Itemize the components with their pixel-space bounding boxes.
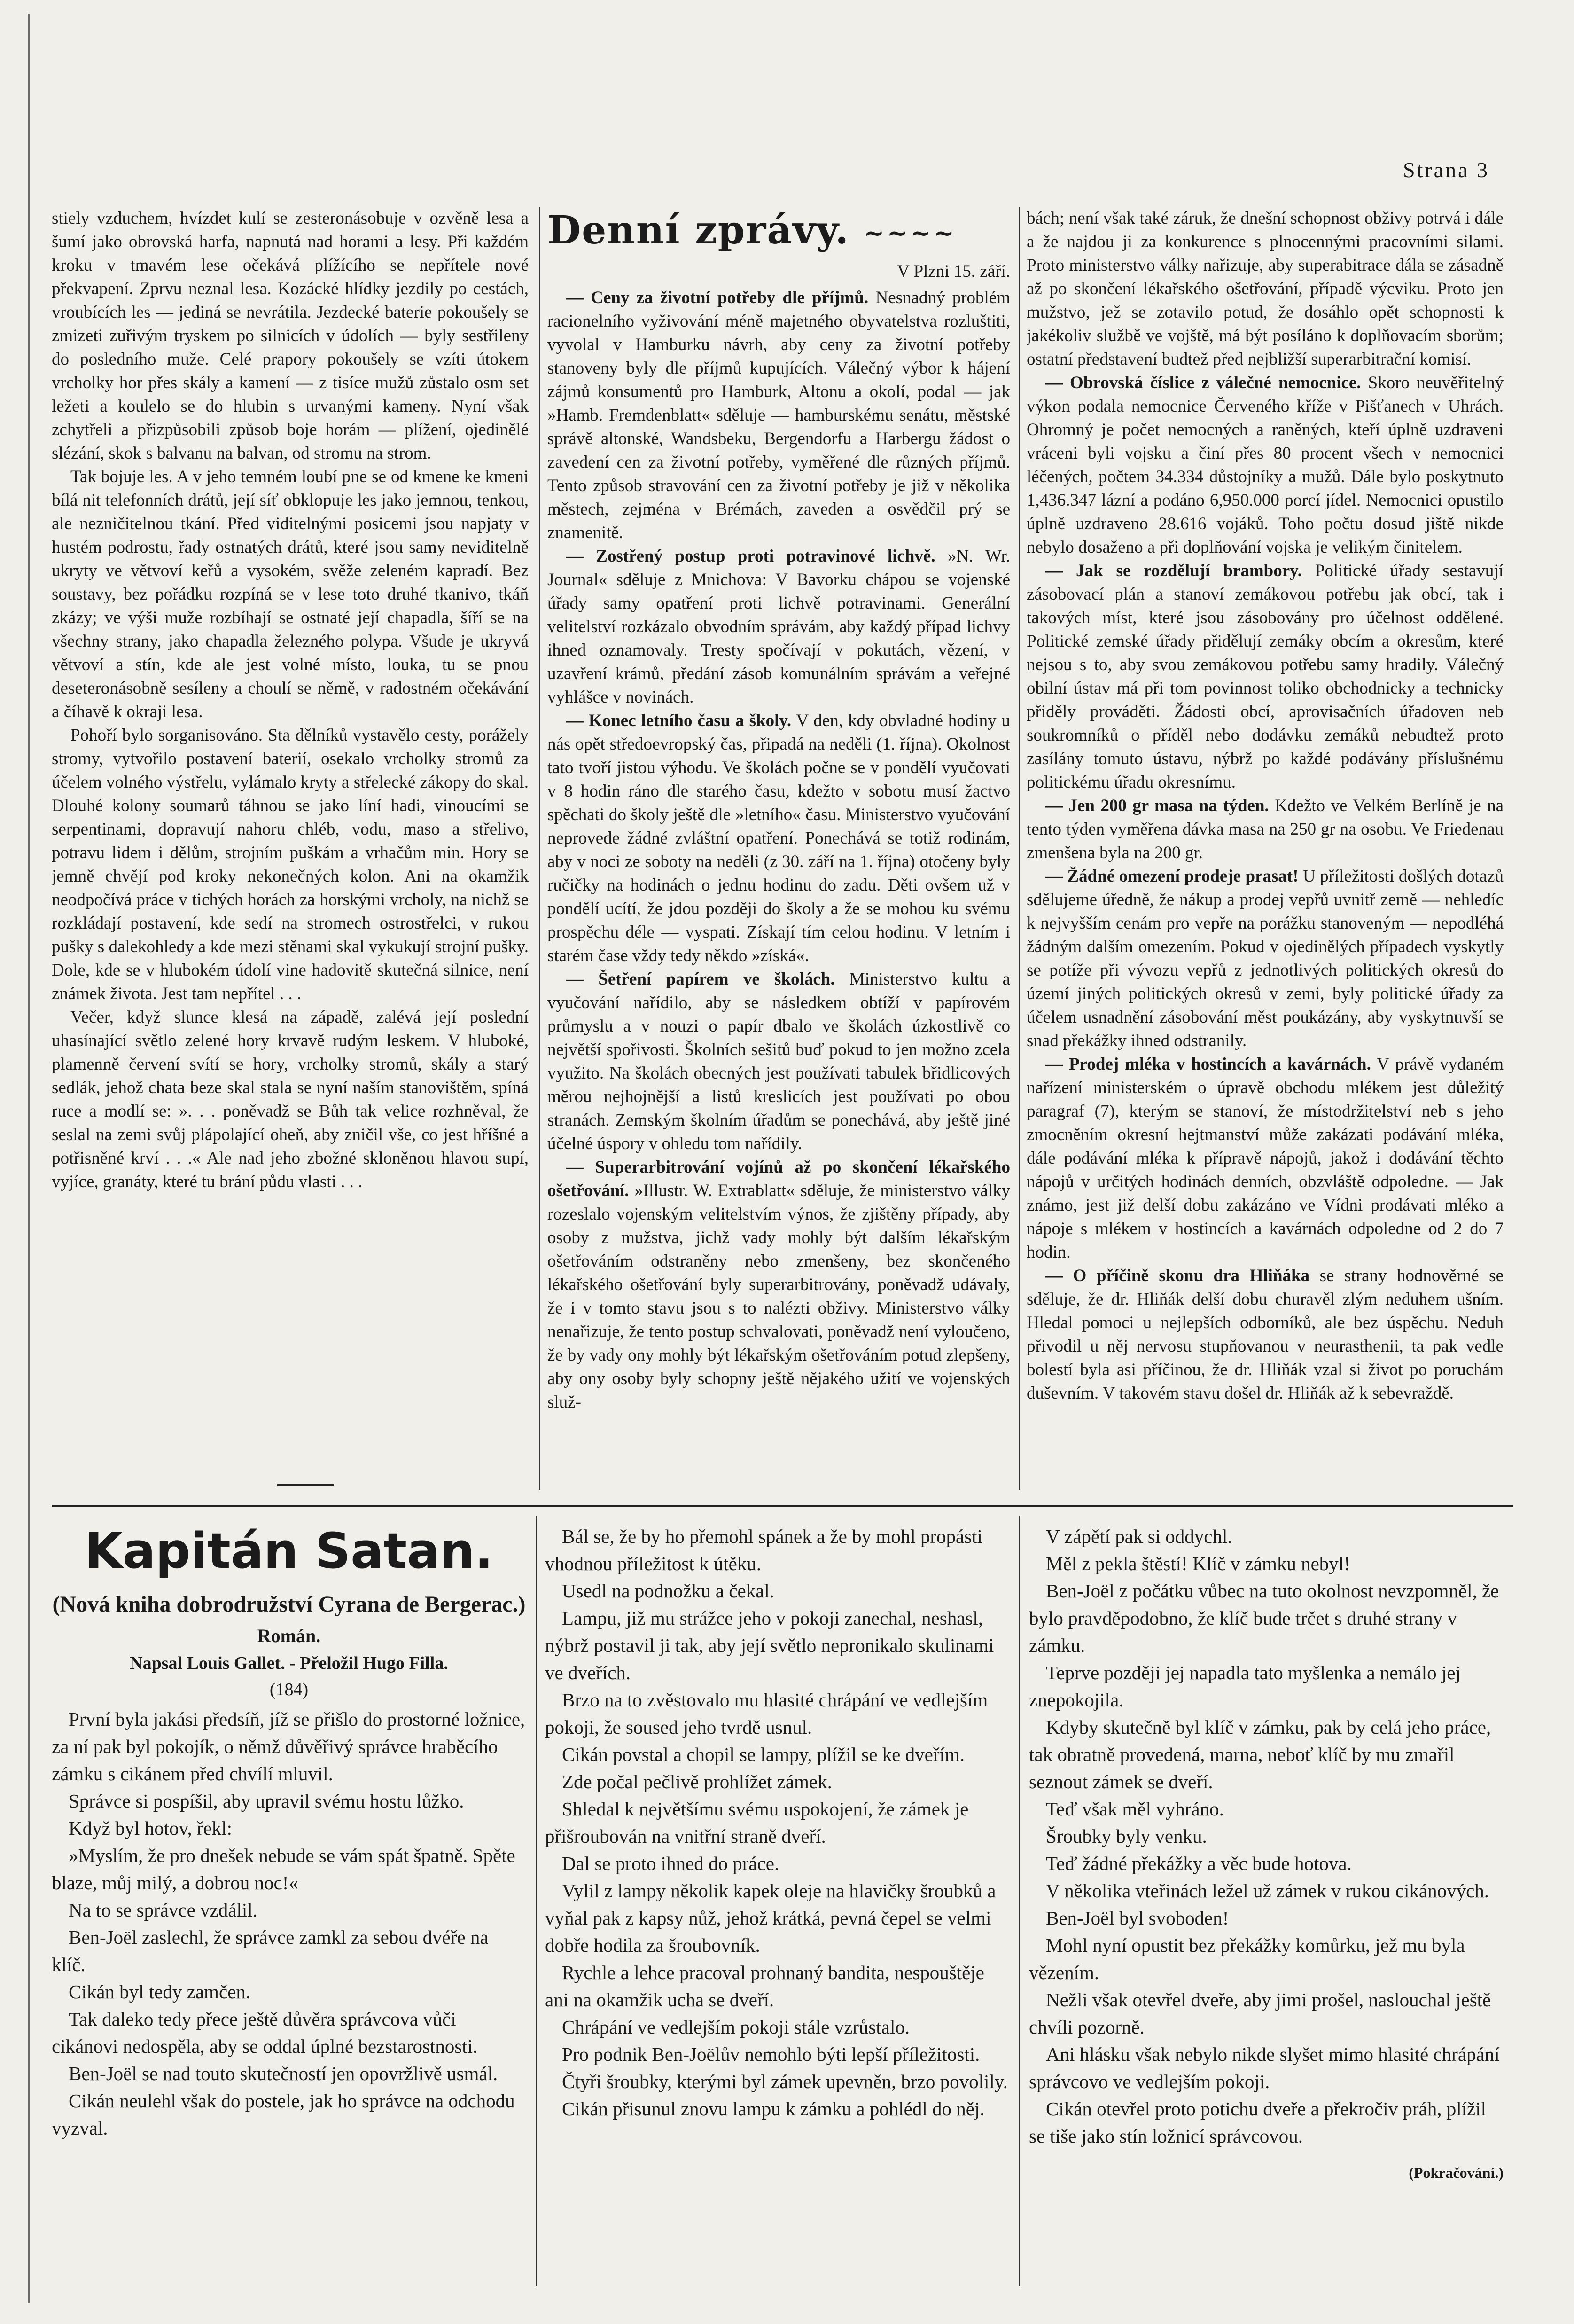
news-headline: — O příčině skonu dra Hliňáka xyxy=(1045,1266,1310,1285)
denni-zpravy-title: Denní zprávy. ~~~~ xyxy=(547,208,957,253)
paragraph: Čtyři šroubky, kterými byl zámek upevněn, brzo povolily. xyxy=(562,2071,1008,2092)
column-divider xyxy=(1019,1516,1020,2286)
paragraph: Měl z pekla štěstí! Klíč v zámku nebyl! xyxy=(1046,1553,1350,1574)
news-body: V den, kdy obvladné hodiny u nás opět středoevropský čas, připadá na neděli (1. října). Okolnost tato tvoří jistou výhodu. Ve školách počne se v pondělí vyučovati v 8 hodin ráno dle starého času, kdežto v sobotu musí žactvo spěchati do školy ještě dle »letního« času. Ministerstvo vyučování neprovede žádné zvláštní opatření. Ponechává se totiž rodinám, aby v noci ze soboty na neděli (z 30. září na 1. října) otočeny byly ručičky na hodinách o jednu hodinu do zadu. Děti ovšem už v pondělí ucítí, že jdou později do školy a že se mohou ku svému prospěchu déle — vyspati. Získají tím celou hodinu. V letním i starém čase vždy tedy někdo »získá«. xyxy=(547,711,1010,965)
paragraph: Tak daleko tedy přece ještě důvěra správcova vůči cikánovi nedospěla, aby se oddal úplné bezstarostnosti. xyxy=(52,2008,478,2057)
paragraph: Lampu, již mu strážce jeho v pokoji zanechal, neshasl, nýbrž postavil ji tak, aby její světlo nepronikalo skulinami ve dveřích. xyxy=(545,1607,994,1683)
news-headline: — Jen 200 gr masa na týden. xyxy=(1045,796,1269,815)
paragraph: Cikán povstal a chopil se lampy, plížil se ke dveřím. xyxy=(562,1744,965,1765)
column-divider xyxy=(539,207,540,1490)
paragraph: Rychle a lehce pracoval prohnaný bandita, nespouštěje ani na okamžik ucha se dveří. xyxy=(545,1962,984,2011)
news-body: U příležitosti došlých dotazů sdělujeme úředně, že nákup a prodej vepřů uvnitř země — nehledíc k nejvyšším cenám pro vepře na porážku stanoveným — nepodléhá žádným dalším omezením. Pokud v ojedinělých případech vyskytly se potíže při vývozu vepřů z jednotlivých politických okresů do území jiných politických okresů v zemi, byly politické úřady za účelem usnadnění zásobování měst poukázány, aby vyskytnuvší se snad překážky ihned odstranily. xyxy=(1027,867,1504,1050)
news-headline: — Jak se rozdělují brambory. xyxy=(1045,561,1302,580)
paragraph: Cikán přisunul znovu lampu k zámku a pohlédl do něj. xyxy=(562,2098,985,2120)
paragraph: Kdyby skutečně byl klíč v zámku, pak by celá jeho práce, tak obratně provedená, marna, neboť klíč by mu zmařil seznout zámek se dveří. xyxy=(1029,1716,1491,1792)
news-body: Ministerstvo kultu a vyučování nařídilo, aby se následkem obtíží v papírovém průmyslu a v nouzi o papír dbalo ve školách úzkostlivě co největší spořivosti. Školních sešitů buď pokud to jen možno zcela využito. Na školách obecných jest používati tabulek břidlicových měrou nejhojnější a listů kreslicích jest používati po obou stranách. Zemským školním úřadům se ponechává, aby ještě jiné účelné úspory v ohledu tom nařídily. xyxy=(547,969,1010,1153)
news-body: Skoro neuvěřitelný výkon podala nemocnice Červeného kříže v Pišťanech v Uhrách. Ohromný je počet nemocných a raněných, kteří úplně uzdraveni vráceni byli vojsku a činí přes 80 procent všech v nemocnici léčených, počtem 34.334 důstojníky a mužů. Dále bylo poskytnuto 1,436.347 lázní a podáno 6,950.000 porcí jídel. Nemocnici opustilo úplně uzdraveno 28.616 vojáků. Toho počtu dosud jiště nikde nebylo dosaženo a při doplňování vojska je velikým činitelem. xyxy=(1027,373,1504,557)
section-divider xyxy=(52,1505,1513,1507)
paragraph: Ben-Joël byl svoboden! xyxy=(1046,1907,1229,1929)
paragraph: Pro podnik Ben-Joëlův nemohlo býti lepší příležitosti. xyxy=(562,2043,980,2065)
column-divider xyxy=(536,1516,537,2286)
news-headline: — Ceny za životní potřeby dle příjmů. xyxy=(566,288,869,307)
news-item xyxy=(547,1156,1010,1414)
paragraph: »Myslím, že pro dnešek nebude se vám spát špatně. Spěte blaze, můj milý, a dobrou noc!« xyxy=(52,1845,515,1894)
paragraph: Mohl nyní opustit bez překážky komůrku, jež mu byla vězením. xyxy=(1029,1934,1465,1983)
news-headline: — Zostřený postup proti potravinové lichvě. xyxy=(566,546,935,566)
paragraph: Zde počal pečlivě prohlížet zámek. xyxy=(562,1771,832,1792)
paragraph: Teď žádné překážky a věc bude hotova. xyxy=(1046,1853,1352,1874)
news-body: Kdežto ve Velkém Berlíně je na tento týden vyměřena dávka masa na 250 gr na osobu. Ve Friedenau zmenšena byla na 200 gr. xyxy=(1027,796,1504,862)
denni-zpravy-column xyxy=(547,207,1010,1490)
news-item xyxy=(547,709,1010,968)
continued-note: (Pokračování.) xyxy=(1409,2164,1504,2181)
news-headline: — Žádné omezení prodeje prasat! xyxy=(1045,867,1299,886)
serial-column-2 xyxy=(545,1523,1010,2284)
news-items xyxy=(547,286,1010,1414)
serial-column-3 xyxy=(1029,1523,1504,2284)
news-item xyxy=(1027,207,1504,371)
paragraph: Šroubky byly venku. xyxy=(1046,1825,1207,1847)
news-body: V právě vydaném nařízení ministerském o úpravě obchodu mlékem jest důležitý paragraf (7), kterým se stanoví, že místodržitelství neb s jeho zmocněním okresní hejtmanství může zakázati podávání mléka, dále podávání mléka k přípravě nápojů, jakož i dodávání těchto nápojů v určitých hodinách denních, obzvláště odpoledne. — Jak známo, jest již delší dobu zakázáno ve Vídni prodávati mléko a nápoje s mlékem v hostincích a kavárnách odpoledne od 2 do 7 hodin. xyxy=(1027,1055,1504,1262)
article-end-rule xyxy=(277,1484,334,1486)
news-item xyxy=(547,286,1010,545)
paragraph: Pohoří bylo sorganisováno. Sta dělníků vystavělo cesty, porážely stromy, vytvořilo postavení baterií, osekalo vrcholky stromů za účelem volného výstřelu, vylámalo kryty a střelecké zákopy do skal. Dlouhé kolony soumarů táhnou se jako líní hadi, vinoucími se serpentinami, dopravují nahoru chléb, vodu, maso a střelivo, potravu lidem i dělům, strojním puškám a vrhačům min. Hory se jemně chvějí pod kroky nekonečných kolon. Ani na okamžik neodpočívá práce v tichých horách za horskými vrcholy, na nichž se rozkládají postavení, kde sedí na stromech ostrostřelci, v rukou pušky s dalekohledy a kde mezi stěnami skal vykukují strojní pušky. Dole, kde se v hlubokém údolí vine hadovitě skutečná silnice, není známek života. Jest tam nepřítel . . . xyxy=(52,726,529,1003)
paragraph: V několika vteřinách ležel už zámek v rukou cikánových. xyxy=(1046,1880,1489,1901)
paragraph: Tak bojuje les. A v jeho temném loubí pne se od kmene ke kmeni bílá nit telefonních drátů, její síť obklopuje les jako jemnou, tenkou, ale nezničitelnou tkání. Před viditelnými posicemi jsou napjaty v hustém podrostu, řady ostnatých drátů, které jsou samy neviditelně ukryty ve větvoví keřů a vysokém, svěže zeleném kapradí. Bez soustavy, bez pořádku rozpíná se v lese toto druhé tkanivo, tkáň zkázy; ve výši muže rozbíhají se ostnaté její chapadla, šíří se na všechny strany, jako chapadla železného polypa. Všude je ukryvá větvoví a stín, kde ale jest volné místo, louka, tu se pnou deseteronásobně sesíleny a choulí se němě, v radostném očekávání a číhavě k okraji lesa. xyxy=(52,467,529,721)
paragraph: Večer, když slunce klesá na západě, zalévá její poslední uhasínající světlo zelené hory krvavě rudým leskem. V hluboké, plamenně červení svítí se hory, vrcholky stromů, skály a starý sedlák, jehož chata beze skal stala se nyní naším stanovištěm, spíná ruce a modlí se: ». . . poněvadž se Bůh tak velice rozhněval, že seslal na zemi svůj plápolající oheň, aby zničil vše, co jest hříšné a potřisněné krví . . .« Ale nad jeho zbožné skloněnou hlavou supí, vyjíce, granáty, které tu brání půdu vlasti . . . xyxy=(52,1008,529,1191)
paragraph: Cikán byl tedy zamčen. xyxy=(69,1981,251,2003)
paragraph: Ben-Joël se nad touto skutečností jen opovržlivě usmál. xyxy=(69,2063,498,2084)
paragraph: Teprve později jej napadla tato myšlenka a nemálo jej znepokojila. xyxy=(1029,1662,1461,1711)
news-body: Nesnadný problém racionelního vyživování méně majetného obyvatelstva rozluštiti, vyvolal v Hamburku návrh, aby ceny za životní potřeby stanoveny byly dle příjmů kupujících. Válečný výbor k hájení zájmů konsumentů pro Hamburk, Altonu a okolí, podal — jak »Hamb. Fremdenblatt« sděluje — hamburskému senátu, městské správě altonské, Wandsbeku, Bergendorfu a Harbergu žádost o zavedení cen za životní potřeby, vyměřené dle různých příjmů. Tento způsob stravování cen za životní potřeby je již v několika městech, zejména v Brémách, zaveden a osvědčil prý se znamenitě. xyxy=(547,288,1010,542)
news-body: Politické úřady sestavují zásobovací plán a stanoví zemákovou potřebu jak obcí, tak i takových míst, které jsou zásobovány pro účelnost oddělené. Politické zemské úřady přidělují zemáky obcím a okresům, které nejsou s to, aby svou zemákovou potřebu samy hradily. Válečný obilní ústav má při tom povinnost toliko obchodnicky a technicky přiděly prováděti. Žádosti obcí, aprovisačních úřadoven neb soukromníků o příděl nebo dodávku zemáků nebudtež proto zasílány tomuto ústavu, nýbrž po každé podávány příslušnému politickému úřadu okresnímu. xyxy=(1027,561,1504,792)
serial-column-1 xyxy=(52,1516,526,2286)
column-divider xyxy=(1019,207,1020,1490)
serial-part-number: (184) xyxy=(269,1680,309,1699)
news-item xyxy=(547,968,1010,1156)
ornament-icon: ~~~~ xyxy=(864,219,957,248)
paragraph: Správce si pospíšil, aby upravil svému hostu lůžko. xyxy=(69,1790,464,1812)
paragraph: Když byl hotov, řekl: xyxy=(69,1817,233,1839)
news-item xyxy=(547,545,1010,709)
news-continuation-column xyxy=(1027,207,1504,1490)
paragraph: Vylil z lampy několik kapek oleje na hlavičky šroubků a vyňal pak z kapsy nůž, jehož krátká, pevná čepel se velmi dobře hodila za šroubovník. xyxy=(545,1880,996,1956)
serial-text xyxy=(52,1706,526,2142)
paragraph: První byla jakási předsíň, jíž se přišlo do prostorné ložnice, za ní pak byl pokojík, o němž důvěřivý správce hraběcího zámku s cikánem před chvílí mluvil. xyxy=(52,1708,525,1784)
paragraph: Ben-Joël z počátku vůbec na tuto okolnost nevzpomněl, že bylo pravděpodobno, že klíč bude trčet s druhé strany v zámku. xyxy=(1029,1580,1499,1656)
news-item xyxy=(1027,1053,1504,1264)
news-headline: — Obrovská číslice z válečné nemocnice. xyxy=(1045,373,1361,392)
news-item xyxy=(1027,794,1504,865)
paragraph: Cikán otevřel proto potichu dveře a překročiv práh, plížil se tiše jako stín ložnicí správcovou. xyxy=(1029,2098,1486,2147)
page-number: Strana 3 xyxy=(1403,158,1489,182)
news-item xyxy=(1027,1264,1504,1405)
paragraph: Bál se, že by ho přemohl spánek a že by mohl propásti vhodnou příležitost k útěku. xyxy=(545,1526,982,1574)
paragraph: Dal se proto ihned do práce. xyxy=(562,1853,779,1874)
paragraph: Nežli však otevřel dveře, aby jimi prošel, naslouchal ještě chvíli pozorně. xyxy=(1029,1989,1491,2038)
news-headline: — Superarbitrování vojínů až po skončení lékařského ošetřování. xyxy=(547,1157,1010,1200)
news-item xyxy=(1027,371,1504,559)
paragraph: Usedl na podnožku a čekal. xyxy=(562,1580,774,1602)
paragraph: Ani hlásku však nebylo nikde slyšet mimo hlasité chrápání správcovo ve vedlejším pokoji. xyxy=(1029,2043,1500,2092)
paragraph: stiely vzduchem, hvízdet kulí se zesteronásobuje v ozvěně lesa a šumí jako obrovská harfa, napnutá nad horami a lesy. Při každém kroku v tmavém lese očekává plížícího se nepřítele nové překvapení. Zprvu neznal lesa. Kozácké hlídky jezdily po cestách, vroubících les — jediná se nevrátila. Jezdecké baterie pokoušely se zmizeti zuřivým tryskem po silnicích v údolích — byly sestřileny do posledního muže. Celé prapory pokoušely se vzíti útokem vrcholky hor přes skály a kamení — z tisíce mužů zůstalo osm set ležeti a koulelo se do hlubin s urvanými kameny. Nyní však zchytřeli a přizpůsobili způsob boje horám — plížení, ojedinělé slézání, skok s balvanu na balvan, od stromu na strom. xyxy=(52,209,529,463)
war-report-column xyxy=(52,207,529,1480)
news-headline: — Šetření papírem ve školách. xyxy=(566,969,835,989)
news-headline: — Prodej mléka v hostincích a kavárnách. xyxy=(1045,1055,1371,1074)
serial-subtitle: (Nová kniha dobrodružství Cyrana de Bergerac.) xyxy=(52,1592,526,1617)
paragraph: Shledal k největšímu svému uspokojení, že zámek je přišroubován na vnitřní straně dveří. xyxy=(545,1798,969,1847)
news-body: se strany hodnověrné se sděluje, že dr. Hliňák delší dobu churavěl zlým neduhem ušním. Hledal pomoci u nejlepších odborníků, ale bez úspěchu. Neduh přivodil u něj nervosu stupňovanou v neurasthenii, ta pak vedle bolestí byla asi příčinou, že dr. Hliňák vzal si život po poruchám duševním. V takovém stavu došel dr. Hliňák až k sebevraždě. xyxy=(1027,1266,1504,1403)
news-body: »Illustr. W. Extrablatt« sděluje, že ministerstvo války rozeslalo vojenským velitelstvím výnos, že zjištěny případy, aby osoby z mužstva, jichž vady mohly být dalším lékařským ošetřováním odstraněny nebo zmenšeny, bez skončeného lékařského ošetřování byly superarbitrovány, poněvadž udávaly, že i v tomto stavu jsou s to nalézti obživy. Ministerstvo války nenařizuje, že tento postup schvalovati, poněvadž není vyloučeno, že by vady ony mohly být lékařským ošetřováním potud zlepšeny, aby ony osoby byly schopny ještě nějakého užití ve vojenských služ- xyxy=(547,1181,1010,1412)
news-body: bách; není však také záruk, že dnešní schopnost obživy potrvá i dále a že najdou ji za konkurence s plnocennými pracovními silami. Proto ministerstvo války nařizuje, aby superabitrace dála se zásadně až po skončení lékařského ošetřování, případě výcviku. Proto jen mužstvo, jež se zotavilo potud, že dosáhlo opět schopnosti k jakékoliv službě ve vojště, má být posíláno k doplňovacím sborům; ostatní představení budtež před nejbližší superarbitrační komisí. xyxy=(1027,209,1504,369)
dateline: V Plzni 15. září. xyxy=(897,261,1010,281)
paragraph: Teď však měl vyhráno. xyxy=(1046,1798,1224,1820)
paragraph: Chrápání ve vedlejším pokoji stále vzrůstalo. xyxy=(562,2016,910,2038)
paragraph: Na to se správce vzdálil. xyxy=(69,1899,257,1921)
paragraph: V zápětí pak si oddychl. xyxy=(1046,1526,1232,1547)
paragraph: Ben-Joël zaslechl, že správce zamkl za sebou dvéře na klíč. xyxy=(52,1926,489,1975)
serial-author: Napsal Louis Gallet. - Přeložil Hugo Filla. xyxy=(130,1653,448,1673)
paragraph: Cikán neulehl však do postele, jak ho správce na odchodu vyzval. xyxy=(52,2090,515,2139)
news-item xyxy=(1027,559,1504,794)
news-item xyxy=(1027,865,1504,1053)
paragraph: Brzo na to zvěstovalo mu hlasité chrápání ve vedlejším pokoji, že soused jeho tvrdě usnul. xyxy=(545,1689,988,1738)
serial-text xyxy=(1029,1523,1504,2150)
news-body: »N. Wr. Journal« sděluje z Mnichova: V Bavorku chápou se vojenské úřady samy opatření proti lichvě potravinami. Generální velitelství rozkázalo obvodním správám, aby každý případ lichvy ihned oznamovaly. Tresty spočívají v pokutách, vězení, v uzavření krámů, předání zásob komunálním správám a veřejné vyhlášce v novinách. xyxy=(547,546,1010,707)
serial-genre: Román. xyxy=(257,1625,321,1646)
news-headline: — Konec letního času a školy. xyxy=(566,711,792,730)
serial-title: Kapitán Satan. xyxy=(85,1522,493,1580)
